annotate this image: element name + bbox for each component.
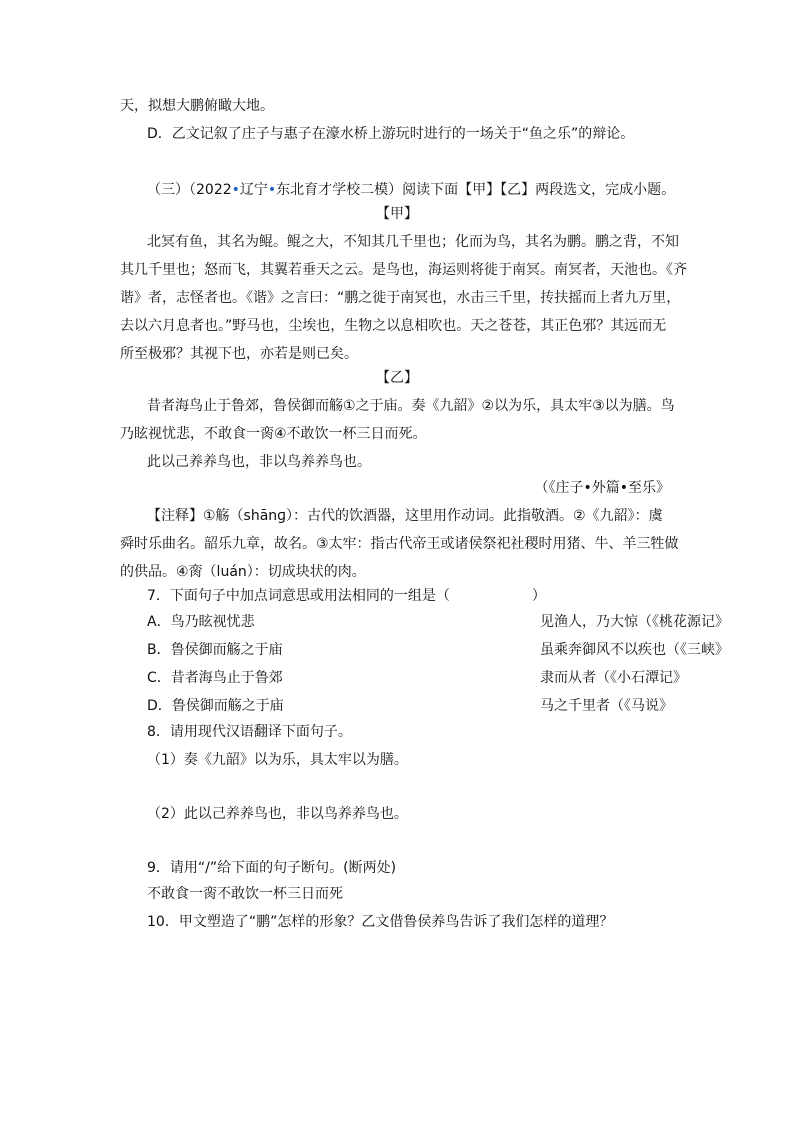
q8-sentence-2: （2）此以己养养鸟也，非以鸟养养鸟也。 [147,806,408,822]
q7-option-d: D．鲁侯御而觞之于庙 马之千里者（《马说》 [147,698,673,714]
yi-line: 此以己养养鸟也，非以鸟养养鸟也。 [147,454,371,470]
separator-dot: • [231,182,240,198]
q7-stem: 7．下面句子中加点词意思或用法相同的一组是（ ） [147,588,546,604]
jia-line: 去以六月息者也。”野马也，尘埃也，生物之以息相吹也。天之苍苍，其正色邪？其远而无 [120,318,667,334]
q8-sentence-1: （1）奏《九韶》以为乐，具太牢以为膳。 [147,752,408,768]
jia-heading: 【甲】 [376,206,418,222]
q10-stem: 10．甲文塑造了“鹏”怎样的形象？乙文借鲁侯养鸟告诉了我们怎样的道理？ [147,914,614,930]
jia-line: 其几千里也；怒而飞，其翼若垂天之云。是鸟也，海运则将徙于南冥。南冥者，天池也。《齐 [120,262,687,278]
separator-dot: • [267,182,277,198]
yi-line: 昔者海鸟止于鲁郊，鲁侯御而觞①之于庙。奏《九韶》②以为乐，具太牢③以为膳。鸟 [147,398,675,414]
notes-line: 的供品。④脔（luán）：切成块状的肉。 [120,564,366,580]
jia-line: 北冥有鱼，其名为鲲。鲲之大，不知其几千里也；化而为鸟，其名为鹏。鹏之背，不知 [147,234,679,250]
section-heading: （三）（2022•辽宁•东北育才学校二模）阅读下面【甲】【乙】两段选文，完成小题。 [147,182,676,198]
prev-text-line: 天，拟想大鹏俯瞰大地。 [120,98,274,114]
notes-line: 舜时乐曲名。韶乐九章，故名。③太牢：指古代帝王或诸侯祭祀社稷时用猪、牛、羊三牲做 [120,536,679,552]
jia-line: 所至极邪？其视下也，亦若是则已矣。 [120,346,358,362]
q7-option-b: B．鲁侯御而觞之于庙 虽乘奔御风不以疾也（《三峡》 [147,642,729,658]
yi-line: 乃眩视忧悲，不敢食一脔④不敢饮一杯三日而死。 [120,426,427,442]
notes-line: 【注释】①觞（shānɡ）：古代的饮酒器，这里用作动词。此指敬酒。②《九韶》：虞 [147,508,663,524]
q7-option-a: A．鸟乃眩视忧悲 见渔人，乃大惊（《桃花源记》 [147,614,729,630]
q9-sentence: 不敢食一脔不敢饮一杯三日而死 [147,886,343,902]
q7-option-c: C．昔者海鸟止于鲁郊 隶而从者（《小石潭记》 [147,670,687,686]
yi-heading: 【乙】 [376,370,418,386]
jia-line: 谐》者，志怪者也。《谐》之言曰：“鹏之徙于南冥也，水击三千里，抟扶摇而上者九万里， [120,290,681,306]
prev-option-d: D．乙文记叙了庄子与惠子在濠水桥上游玩时进行的一场关于“鱼之乐”的辩论。 [147,126,635,142]
yi-source: （《庄子•外篇•至乐》 [534,480,670,496]
q8-stem: 8．请用现代汉语翻译下面句子。 [147,724,352,740]
q9-stem: 9．请用“/”给下面的句子断句。(断两处) [147,860,397,876]
